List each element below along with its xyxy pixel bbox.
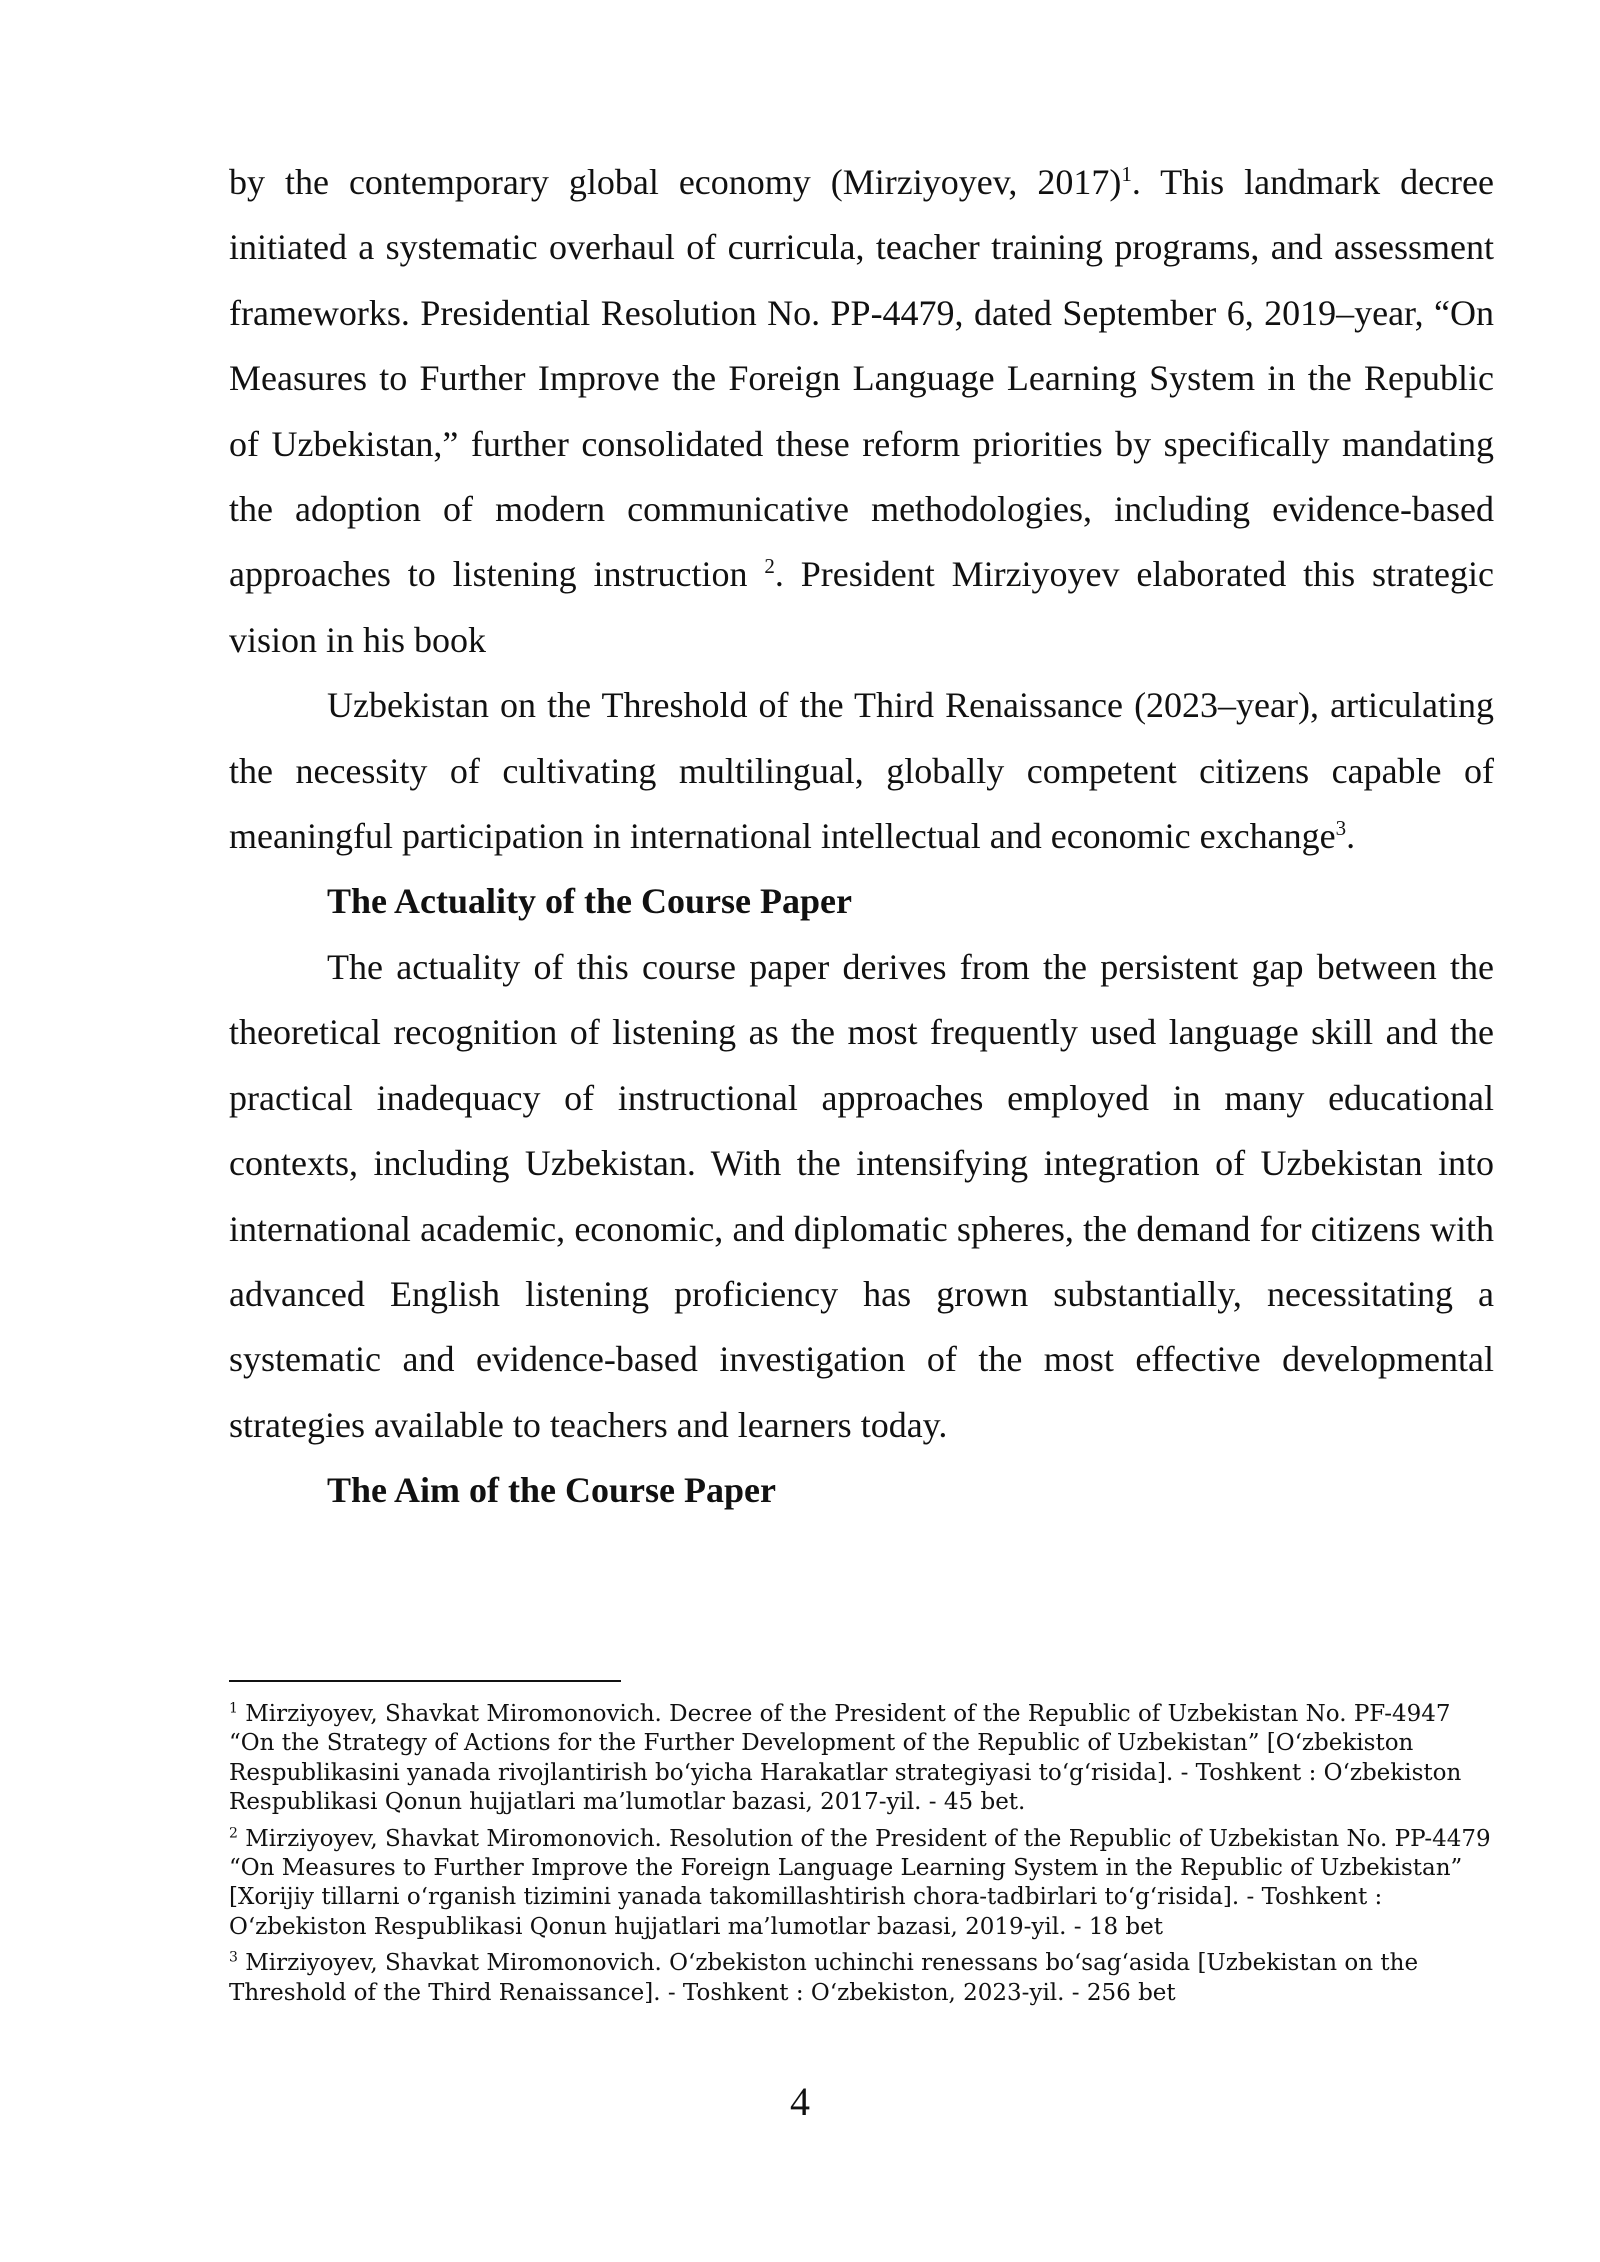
- footnotes-section: [229, 1700, 1494, 2015]
- paragraph-third-renaissance: [229, 673, 1494, 869]
- footnote-text: Mirziyoyev, Shavkat Miromonovich. Decree of the President of the Republic of Uzbekistan No. PF-4947 “On the Strategy of Actions for the Further Development of the Republic of Uzbekistan” [O‘zbekiston Respublikasini yanada rivojlantirish bo‘yicha Harakatlar strategiyasi to‘g‘risida]. - Toshkent : O‘zbekiston Respublikasi Qonun hujjatlari ma’lumotlar bazasi, 2017-yil. - 45 bet.: [229, 1701, 1462, 1816]
- heading-aim: The Aim of the Course Paper: [327, 1470, 776, 1511]
- footnote-reference-1: 1: [1121, 162, 1132, 186]
- paragraph-decree-reforms: [229, 150, 1494, 673]
- footnote-2: [229, 1825, 1494, 1943]
- footnote-text: Mirziyoyev, Shavkat Miromonovich. O‘zbekiston uchinchi renessans bo‘sag‘asida [Uzbekistan on the Threshold of the Third Renaissance]. - Toshkent : O‘zbekiston, 2023-yil. - 256 bet: [229, 1950, 1419, 2006]
- paragraph-actuality: The actuality of this course paper derives from the persistent gap between the theoretical recognition of listening as the most frequently used language skill and the practical inadequacy of instructional approaches employed in many educational contexts, including Uzbekistan. With the intensifying integration of Uzbekistan into international academic, economic, and diplomatic spheres, the demand for citizens with advanced English listening proficiency has grown substantially, necessitating a systematic and evidence-based investigation of the most effective developmental strategies available to teachers and learners today.: [229, 946, 1494, 1445]
- paragraph-text: Uzbekistan on the Threshold of the Third Renaissance (2023–year), articulating the necessity of cultivating multilingual, globally competent citizens capable of meaningful participation in international intellectual and economic exchange: [229, 685, 1494, 857]
- paragraph-text: . President Mirziyoyev elaborated this strategic vision in his book: [229, 554, 1494, 660]
- page-number: 4: [790, 2079, 810, 2124]
- paragraph-text: . This landmark decree initiated a systematic overhaul of curricula, teacher training programs, and assessment frameworks. Presidential Resolution No. PP-4479, dated September 6, 2019–year, “On Measures to Further Improve the Foreign Language Learning System in the Republic of Uzbekistan,” further consolidated these reform priorities by specifically mandating the adoption of modern communicative methodologies, including evidence-based approaches to listening instruction: [229, 162, 1494, 595]
- footnote-1: [229, 1700, 1494, 1818]
- footnote-3: [229, 1949, 1494, 2008]
- heading-actuality: The Actuality of the Course Paper: [327, 881, 852, 922]
- footnote-divider: [229, 1680, 621, 1682]
- paragraph-text: .: [1346, 816, 1356, 857]
- footnote-mark: 3: [229, 1949, 238, 1966]
- document-body: [229, 150, 1494, 1524]
- footnote-mark: 1: [229, 1700, 238, 1717]
- footnote-mark: 2: [229, 1824, 238, 1841]
- footnote-reference-2: 2: [764, 554, 775, 579]
- paragraph-text: by the contemporary global economy (Mirziyoyev, 2017): [229, 162, 1122, 202]
- footnote-reference-3: 3: [1335, 816, 1347, 841]
- footnote-text: Mirziyoyev, Shavkat Miromonovich. Resolution of the President of the Republic of Uzbekistan No. PP-4479 “On Measures to Further Improve the Foreign Language Learning System in the Republic of Uzbekistan” [Xorijiy tillarni o‘rganish tizimini yanada takomillashtirish chora-tadbirlari to‘g‘risida]. - Toshkent : O‘zbekiston Respublikasi Qonun hujjatlari ma’lumotlar bazasi, 2019-yil. - 18 bet: [229, 1825, 1491, 1940]
